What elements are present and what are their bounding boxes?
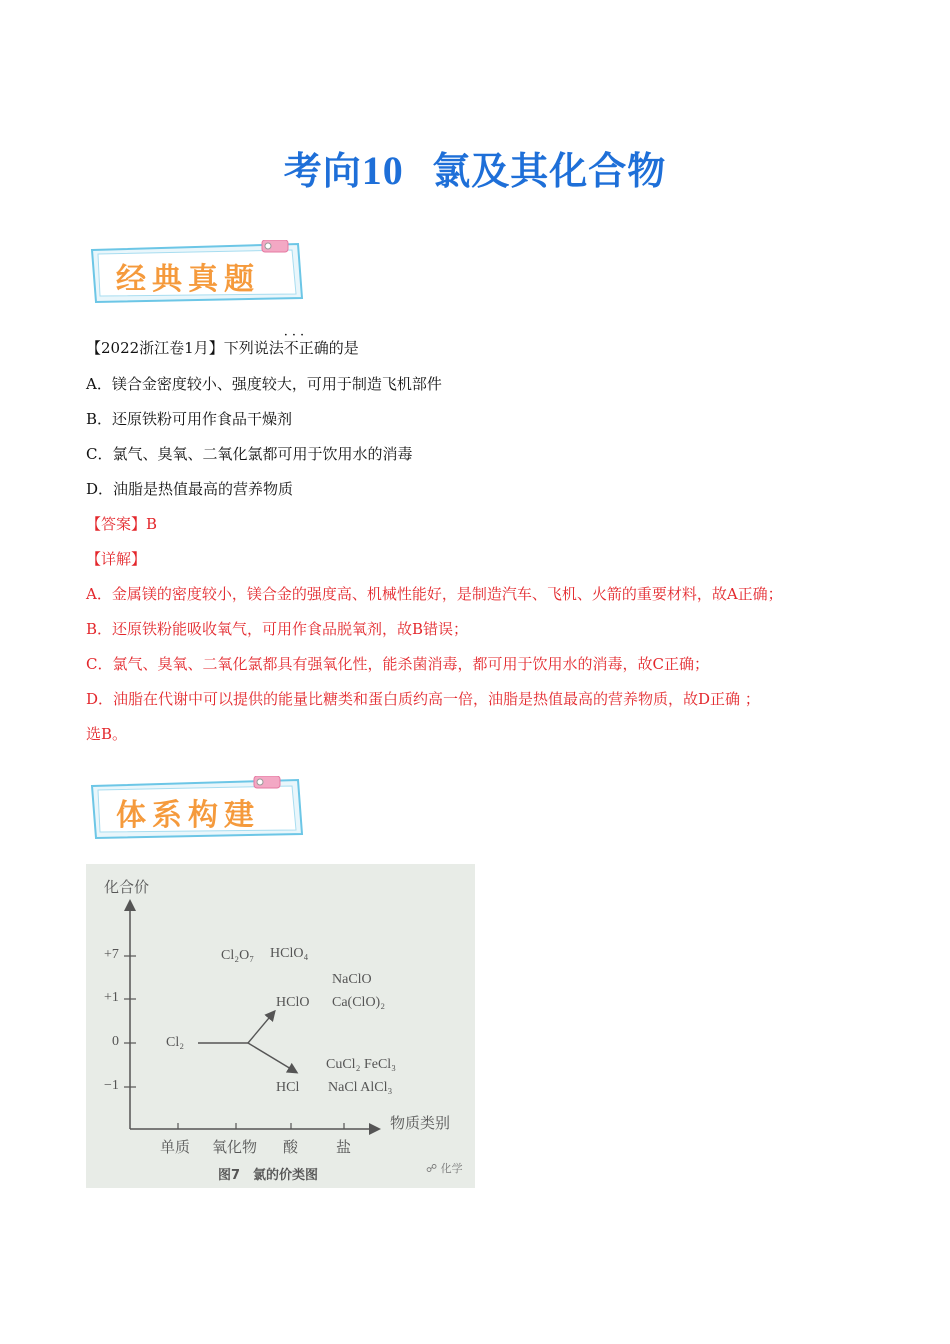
x-cat-element: 单质: [160, 1138, 191, 1156]
wechat-icon: ☍: [426, 1162, 438, 1175]
section-banner-classic: [86, 240, 308, 302]
question-stem: [86, 328, 359, 358]
answer-value: B: [146, 515, 158, 533]
y-axis-title: 化合价: [104, 878, 150, 896]
species-caclo2: Ca(ClO)₂: [332, 995, 386, 1010]
y-tick-zero: 0: [112, 1034, 119, 1049]
title-prefix: 考向: [283, 149, 362, 193]
option-b: B．还原铁粉可用作食品干燥剂: [86, 410, 293, 428]
x-cat-acid: 酸: [283, 1138, 299, 1156]
species-hclo4: HClO₄: [270, 946, 309, 961]
option-c: C．氯气、臭氧、二氧化氯都可用于饮用水的消毒: [86, 445, 413, 463]
title-rest: 氯及其化合物: [432, 149, 667, 193]
page-title: [0, 140, 950, 195]
stem-before: 下列说法: [223, 339, 284, 357]
species-hcl: HCl: [276, 1080, 300, 1095]
y-tick-plus1: +1: [104, 990, 119, 1005]
x-cat-salt: 盐: [336, 1138, 352, 1156]
section-title-classic: 经典真题: [116, 262, 260, 297]
detail-label: 【详解】: [86, 550, 147, 568]
species-cucl2-fecl3: CuCl₂ FeCl₃: [326, 1057, 397, 1072]
watermark-text: 化学: [440, 1162, 463, 1175]
detail-a: A．金属镁的密度较小，镁合金的强度高、机械性能好，是制造汽车、飞机、火箭的重要材料，故A正确；: [86, 585, 783, 603]
stem-emphasis: 不正确: [283, 339, 329, 357]
conclusion: 选B。: [86, 725, 128, 743]
x-axis-title: 物质类别: [390, 1114, 451, 1132]
species-cl2o7: Cl₂O₇: [221, 948, 255, 963]
stem-after: 的是: [328, 339, 359, 357]
title-number: 10: [361, 148, 404, 193]
answer-line: [86, 514, 157, 534]
question-source: 【2022浙江卷1月】: [86, 339, 224, 357]
diagram-axes: [86, 864, 475, 1188]
detail-c: C．氯气、臭氧、二氧化氯都具有强氧化性，能杀菌消毒，都可用于饮用水的消毒，故C正确；: [86, 655, 709, 673]
y-tick-plus7: +7: [104, 947, 119, 962]
x-cat-oxide: 氧化物: [212, 1138, 258, 1156]
detail-b: B．还原铁粉能吸收氧气，可用作食品脱氧剂，故B错误；: [86, 620, 469, 638]
species-naclo: NaClO: [332, 972, 372, 987]
valence-diagram: [86, 864, 475, 1188]
answer-label: 【答案】: [86, 515, 147, 533]
emphasis-dots-icon: ···: [283, 328, 309, 343]
section-banner-system: [86, 776, 308, 838]
y-tick-minus1: −1: [104, 1078, 119, 1093]
option-d: D．油脂是热值最高的营养物质: [86, 480, 294, 498]
section-title-system: 体系构建: [116, 798, 260, 833]
species-cl2: Cl₂: [166, 1035, 185, 1050]
species-nacl-alcl3: NaCl AlCl₃: [328, 1080, 393, 1095]
option-a: A．镁合金密度较小、强度较大，可用于制造飞机部件: [86, 375, 442, 393]
detail-d: D．油脂在代谢中可以提供的能量比糖类和蛋白质约高一倍，油脂是热值最高的营养物质，故D正确 ；: [86, 690, 760, 708]
figure-caption: 图7 氯的价类图: [218, 1168, 319, 1183]
watermark: [426, 1160, 463, 1176]
species-hclo: HClO: [276, 995, 310, 1010]
